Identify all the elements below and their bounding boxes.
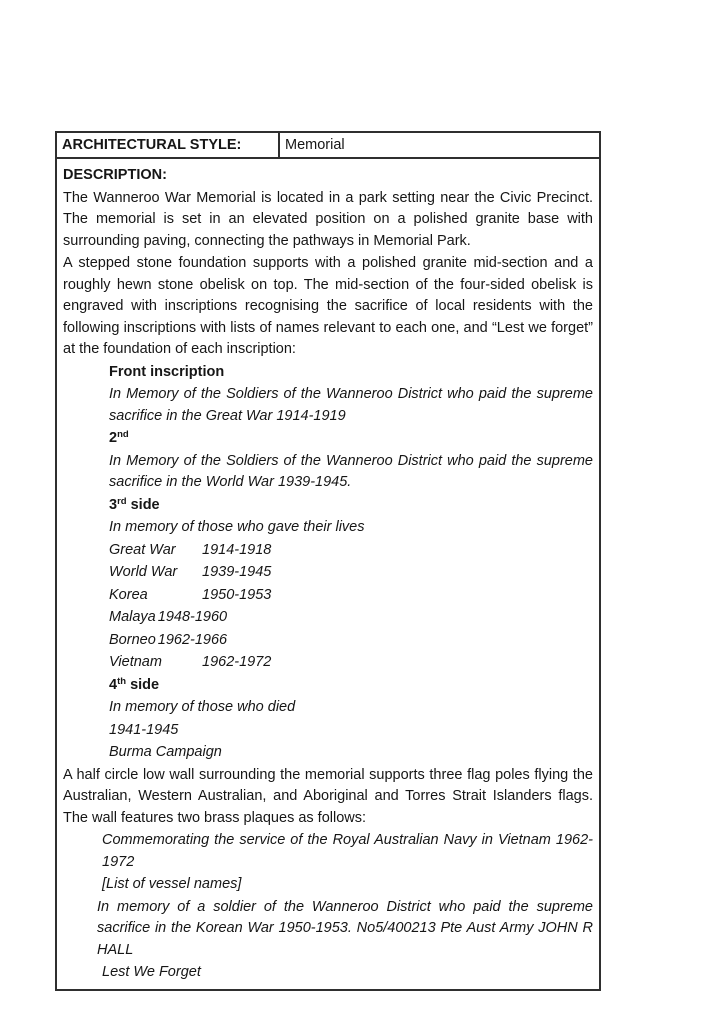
inscription-text: 1941-1945: [109, 721, 179, 738]
inscription-heading: 2nd: [109, 429, 129, 446]
inscription-heading: 3rd side: [109, 495, 160, 513]
campaign-row: [109, 607, 593, 629]
inscription-text: In Memory of the Soldiers of the Wanneroo District who paid the supreme sacrifice in the World War 1939-1945.: [109, 452, 593, 490]
campaign-name: Malaya: [109, 609, 156, 625]
campaign-name: World War: [109, 564, 178, 580]
campaign-row: [109, 562, 593, 584]
ordinal-superscript: nd: [117, 429, 129, 440]
campaign-years: 1939-1945: [202, 564, 272, 580]
campaign-years: 1950-1953: [202, 586, 272, 603]
inscription-text: In memory of those who died: [109, 699, 296, 715]
description-table: [55, 131, 601, 991]
inscription-text: In memory of a soldier of the Wanneroo District who paid the supreme sacrifice in the Korean War 1950-1953. No5/400213 Pte Aust Army JOHN R HALL: [97, 898, 593, 958]
body-paragraph: The Wanneroo War Memorial is located in a park setting near the Civic Precinct. The memorial is set in an elevated position on a polished granite base with surrounding paving, connecting the pathways in Memorial Park.: [63, 189, 593, 249]
campaign-years: 1962-1972: [202, 654, 272, 670]
inscription-text: [List of vessel names]: [102, 876, 242, 892]
description-label: DESCRIPTION:: [63, 167, 167, 183]
description-cell: [57, 159, 599, 989]
inscription-text: In Memory of the Soldiers of the Wanneroo District who paid the supreme sacrifice in the Great War 1914-1919: [109, 386, 593, 424]
campaign-years: 1914-1918: [202, 541, 272, 558]
campaign-name: Borneo: [109, 631, 156, 648]
campaign-row: [109, 630, 593, 652]
body-paragraph: A half circle low wall surrounding the memorial supports three flag poles flying the Australian, Western Australian, and Aboriginal and Torres Strait Islanders flags. The wall features two brass plaques as follows:: [63, 766, 593, 826]
ordinal-superscript: th: [117, 675, 127, 687]
inscription-heading: 4th side: [109, 675, 160, 693]
inscription-text: In memory of those who gave their lives: [109, 519, 365, 535]
campaign-years: 1948-1960: [157, 609, 228, 625]
inscription-heading: Front inscription: [109, 363, 225, 380]
inscription-text: Burma Campaign: [109, 744, 222, 760]
campaign-row: [109, 652, 593, 674]
description-blocks: [63, 188, 593, 984]
architectural-style-value: Memorial: [285, 137, 345, 153]
inscription-text: Commemorating the service of the Royal Australian Navy in Vietnam 1962-1972: [102, 832, 593, 870]
architectural-style-row: [57, 133, 599, 159]
campaign-row: [109, 540, 593, 562]
campaign-years: 1962-1966: [157, 631, 228, 648]
ordinal-superscript: rd: [117, 495, 127, 507]
campaign-name: Vietnam: [109, 654, 162, 670]
campaign-row: [109, 585, 593, 607]
architectural-style-label: ARCHITECTURAL STYLE:: [57, 133, 280, 157]
campaign-name: Korea: [109, 586, 148, 603]
body-paragraph: A stepped stone foundation supports with a polished granite mid-section and a roughly hewn stone obelisk on top. The mid-section of the four-sided obelisk is engraved with inscriptions recognising the sacrifice of local residents with the following inscriptions with lists of names relevant to each one, and “Lest we forget” at the foundation of each inscription:: [63, 255, 593, 357]
campaign-name: Great War: [109, 541, 176, 558]
inscription-text: Lest We Forget: [102, 964, 201, 980]
